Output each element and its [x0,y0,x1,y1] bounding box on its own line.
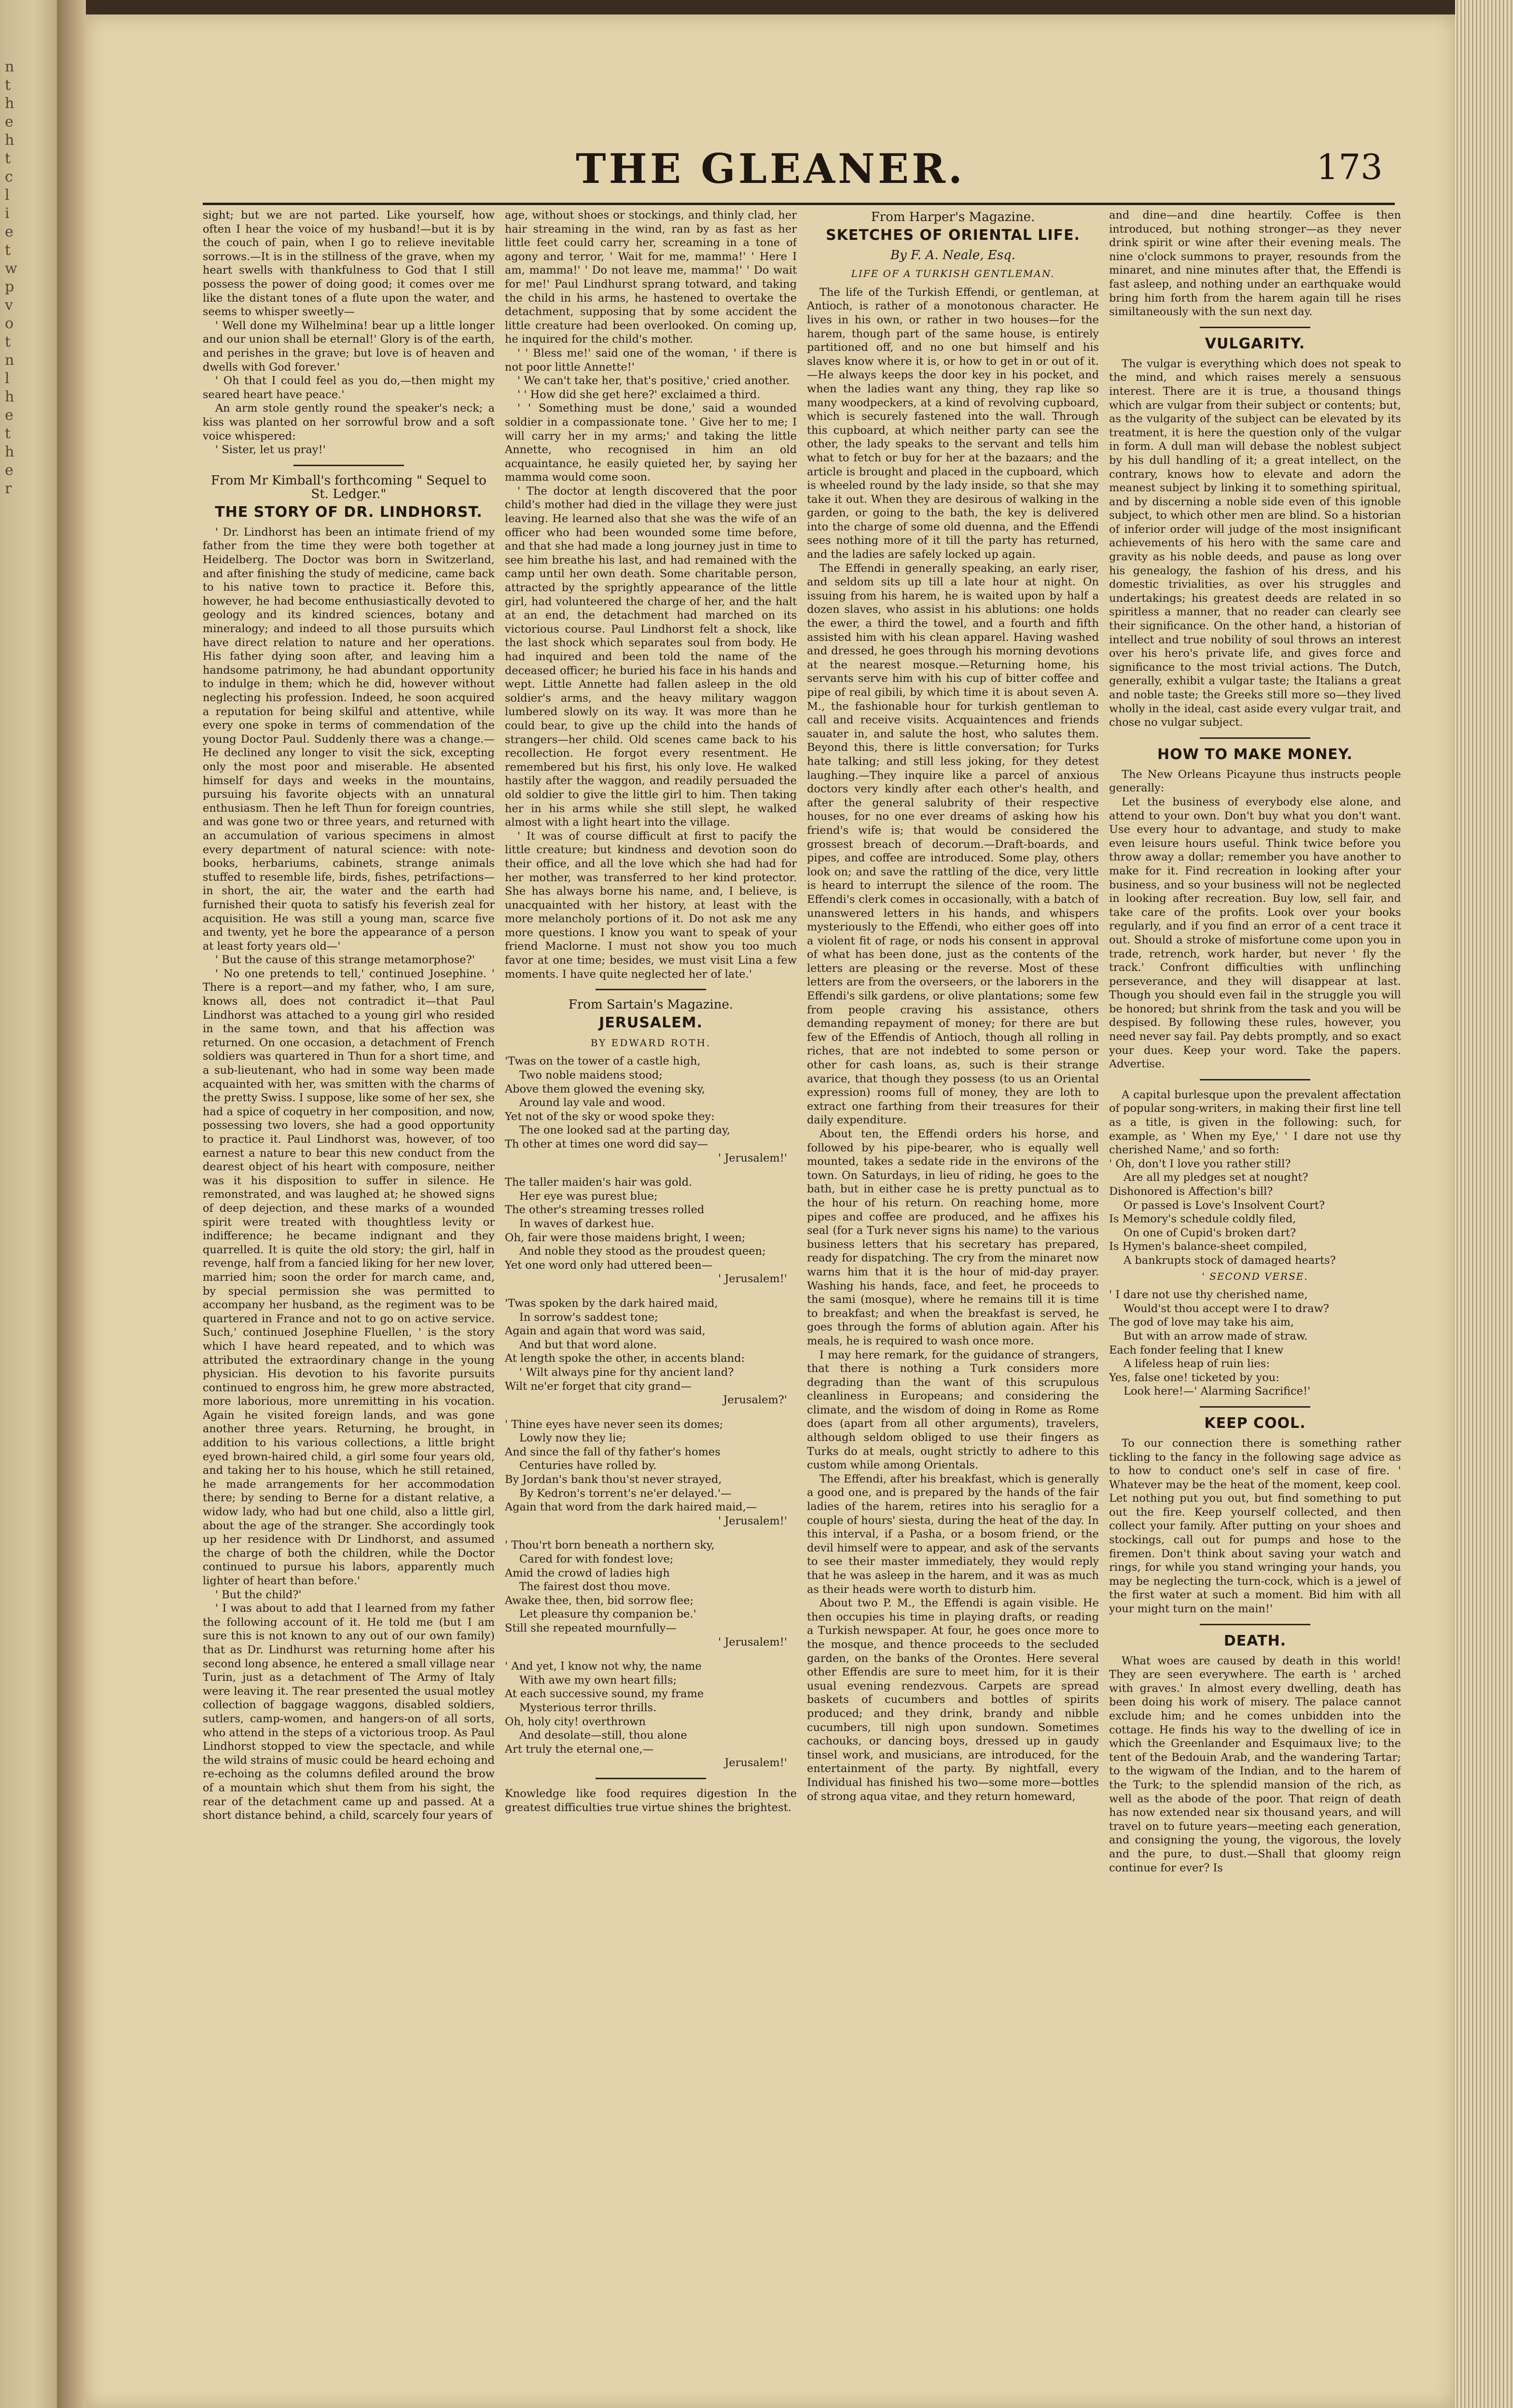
poem-line: ' And yet, I know not why, the name [505,1660,702,1673]
paragraph: ' The doctor at length discovered that the poor child's mother had died in the village they were just leaving. He learned also that she was the wife of an officer who had been wounded some time before, and that she had made a long journey just in time to see him breathe his last, and had remained with the camp until her own death. Some charitable person, attracted by the sprightly appearance of the little girl, had volunteered the charge of her, and the halt at an end, the detachment had marched on its victorious course. Paul Lindhorst felt a shock, like the last shock which separates soul from body. He had inquired and been told the name of the deceased officer; he buried his face in his hands and wept. Little Annette had fallen asleep in the old soldier's arms, and the heavy military waggon lumbered slowly on its way. It was more than he could bear, to give up the child into the hands of strangers—her child. Old scenes came back to his recollection. He forgot every resentment. He remembered but his first, his only love. He walked hastily after the waggon, and readily persuaded the old soldier to give the little girl to him. Then taking her in his arms while she still slept, he walked almost with a light heart into the village. [505,484,797,829]
burlesque-verse-2 [1109,1288,1401,1398]
poem-line: The other's streaming tresses rolled [505,1204,705,1217]
article-source: From Mr Kimball's forthcoming " Sequel to St. Ledger." [211,473,486,502]
article-author: By F. A. Neale, Esq. [890,248,1015,263]
paragraph: A capital burlesque upon the prevalent affectation of popular song-writers, in making their first line tell as a title, is given in the following: such, for example, as ' When my Eye,' ' I dare not use thy cherished Name,' and so forth: [1109,1088,1401,1157]
poem-line: Cared for with fondest love; [519,1553,674,1566]
poem-line: By Jordan's bank thou'st never strayed, [505,1473,722,1486]
poem-line: Lowly now they lie; [519,1432,626,1445]
article-title: HOW TO MAKE MONEY. [1157,746,1353,763]
poem-line: Still she repeated mournfully— [505,1622,677,1634]
poem-line: The taller maiden's hair was gold. [505,1176,693,1189]
paragraph: The life of the Turkish Effendi, or gentleman, at Antioch, is rather of a monotonous character. He lives in his own, or rather in two houses—for the harem, though part of the same house, is entirely partitioned off, and no one but himself and his slaves know where it is, or how to get in or out of it.—He always keeps the door key in his pocket, and when the ladies want any thing, they rap like so many woodpeckers, at a kind of revolving cupboard, which is securely fastened into the wall. Through this cupboard, at which neither party can see the other, the lady speaks to the servant and tells him what to fetch or buy for her at the bazaars; and the article is brought and placed in the cupboard, which is wheeled round by the lady inside, so that she may take it out. When they are desirous of walking in the garden, or going to the bath, the key is delivered into the charge of some old duenna, and the Effendi sees nothing more of it till the party has returned, and the ladies are safely locked up again. [807,286,1099,561]
page-number: 173 [1316,147,1383,187]
article-title: THE STORY OF DR. LINDHORST. [215,503,483,521]
poem-line: Centuries have rolled by. [519,1459,657,1472]
column-1 [203,208,495,2390]
verse-line: A bankrupts stock of damaged hearts? [1124,1254,1336,1267]
paragraph: ' No one pretends to tell,' continued Josephine. ' There is a report—and my father, who, I am sure, knows all, does not contradict it—that Paul Lindhorst was attached to a young girl who resided in the same town, and that his affection was returned. On one occasion, a detachment of French soldiers was quartered in Thun for a short time, and a sub-lieutenant, who had in some way been made acquainted with her, was smitten with the charms of the pretty Swiss. I suppose, like some of her sex, she had a spice of coquetry in her composition, and now, possessing two lovers, she had a good opportunity to practice it. Paul Lindhorst was, however, of too earnest a nature to bear this new conduct from the dearest object of his heart with composure, neither was it his disposition to suffer in silence. He remonstrated, and was laughed at; he showed signs of deep dejection, and these marks of a wounded spirit were treated with thoughtless levity or indifference; he became indignant and they quarrelled. It is quite the old story; the girl, half in revenge, half from a fancied liking for her new lover, married him; soon the order for march came, and, by special permission she was permitted to accompany her husband, as the regiment was to be quartered in France and not to go on active service. Such,' continued Josephine Fluellen, ' is the story which I have heard repeated, and to which was attributed the extraordinary change in the young physician. His devotion to his favorite pursuits continued to engross him, he grew more abstracted, more laborious, more unremitting in his vocation. Again he visited foreign lands, and was gone another three years. Returning, he brought, in addition to his various collections, a little bright eyed brown-haired child, a girl some four years old, and taking her to his house, which he still retained, he made arrangements for her accommodation there; by sending to Berne for a distant relative, a widow lady, who had but one child, also a little girl, about the age of the stranger. She accordingly took up her residence with Dr Lindhorst, and assumed the charge of both the children, while the Doctor continued to pursue his labors, apparently much lighter of heart than before.' [203,967,495,1587]
section-divider [1200,737,1311,739]
verse-line: The god of love may take his aim, [1109,1316,1294,1329]
poem-line: The fairest dost thou move. [519,1580,671,1593]
article-subhead: LIFE OF A TURKISH GENTLEMAN. [851,268,1055,280]
poem-line: And since the fall of thy father's homes [505,1445,721,1458]
paragraph: About ten, the Effendi orders his horse, and followed by his pipe-bearer, who is equally well mounted, takes a sedate ride in the environs of the town. On Saturdays, in lieu of riding, he goes to the bath, but in either case he is pretty punctual as to the hour of his return. On reaching home, more pipes and coffee are produced, and he affixes his seal (for a Turk never signs his name) to the various business letters that his secretary has prepared, ready for dispatching. The cry from the minaret now warns him that it is the hour of mid-day prayer. Washing his hands, face, and feet, he proceeds to the sami (mosque), where he remains till it is time to breakfast; and when the breakfast is served, he goes through the forms of ablution again. After his meals, he is required to wash once more. [807,1128,1099,1347]
section-divider [596,1778,707,1779]
poem-line: ' Jerusalem!' [718,1635,787,1648]
poem-line: Jerusalem!' [724,1757,787,1770]
paragraph: The Effendi, after his breakfast, which is generally a good one, and is prepared by the hands of the fair ladies of the harem, retires into his seraglio for a couple of hours' siesta, during the heat of the day. In this interval, if a Pasha, or a bosom friend, or the devil himself were to appear, and ask of the servants to see their master immediately, they would reply that he was asleep in the harem, and it was as much as their heads were worth to disturb him. [807,1472,1099,1596]
paragraph: The New Orleans Picayune thus instructs people generally: [1109,768,1401,795]
poem-line: Oh, fair were those maidens bright, I ween; [505,1231,746,1244]
paragraph: ' Well done my Wilhelmina! bear up a little longer and our union shall be eternal!' Glory is of the earth, and perishes in the grave; but love is of heaven and dwells with God forever.' [203,319,495,374]
poem-line: Yet one word only had uttered been— [505,1259,713,1272]
verse-line: ' Oh, don't I love you rather still? [1109,1157,1291,1170]
section-divider [1200,1079,1311,1080]
stanza-gap [505,1407,797,1418]
poem-line: And desolate—still, thou alone [519,1729,687,1742]
stanza-gap [505,1286,797,1297]
verse-line: Is Hymen's balance-sheet compiled, [1109,1240,1307,1253]
verse-line: But with an arrow made of straw. [1124,1329,1308,1342]
poem-line: Mysterious terror thrills. [519,1701,657,1714]
poem-line: Let pleasure thy companion be.' [519,1608,696,1621]
header-rule [203,203,1395,205]
paragraph: About two P. M., the Effendi is again visible. He then occupies his time in playing drafts, or reading a Turkish newspaper. At four, he goes once more to the mosque, and thence proceeds to the secluded garden, on the banks of the Orontes. Here several other Effendis are sure to meet him, for it is their usual evening rendezvous. Carpets are spread baskets of cucumbers and bottles of spirits produced; and they drink, brandy and nibble cucumbers, till nigh upon sundown. Sometimes cachouks, or dancing boys, dressed up in gaudy tinsel work, and musicians, are introduced, for the entertainment of the party. By nightfall, every Individual has finished his two—some more—bottles of strong aqua vitae, and they return homeward, [807,1597,1099,1803]
paragraph: ' We can't take her, that's positive,' cried another. [517,374,790,387]
poem-line: Th other at times one word did say— [505,1138,708,1150]
poem-line: Again that word from the dark haired maid,— [505,1501,757,1514]
section-divider [1200,327,1311,328]
verse-line: Is Memory's schedule coldly filed, [1109,1213,1296,1226]
paragraph: The Effendi in generally speaking, an early riser, and seldom sits up till a late hour at night. On issuing from his harem, he is waited upon by half a dozen slaves, who assist in his ablutions: one holds the ewer, a third the towel, and a fourth and fifth assisted him with his clean apparel. Having washed and dressed, he goes through his morning devotions at the nearest mosque.—Returning home, his servants serve him with his cup of bitter coffee and pipe of real gibili, by which time it is about seven A. M., the fashionable hour for turkish gentleman to call and receive visits. Acquaintences and friends sauater in, and salute the host, who salutes them. Beyond this, there is little conversation; for Turks hate talking; and still less joking, for they detest laughing.—They inquire like a parcel of anxious doctors very kindly after each other's health, and after the general salubrity of their respective houses, for no one ever dreams of asking how his friend's wife is; that would be considered the grossest breach of decorum.—Draft-boards, and pipes, and coffee are introduced. Some play, others look on; and save the rattling of the dice, very little is heard to interrupt the silence of the room. The Effendi's clerk comes in occasionally, with a batch of unanswered letters in his hands, and whispers mysteriously to the Effendi, who either goes off into a violent fit of rage, or nods his consent in approval of what has been done, just as the contents of the letters are pleasing or the reverse. Most of these letters are from the overseers, or the laborers in the Effendi's silk gardens, or olive plantations; some few from people craving his assistance, others demanding repayment of money; for there are but few of the Effendis of Antioch, though all rolling in riches, that are not indebted to some person or other for cash loans, as, such is their strange avarice, that though they possess (to us an Oriental expression) rooms full of money, they are loth to extract one farthing from their treasures for their daily expenditure. [807,562,1099,1127]
verse-line: A lifeless heap of ruin lies: [1124,1357,1270,1370]
poem-line: Again and again that word was said, [505,1325,706,1338]
verse-line: Yes, false one! ticketed by you: [1109,1371,1279,1384]
paragraph: ' But the child?' [215,1588,302,1601]
column-4 [1109,208,1401,2390]
paragraph: I may here remark, for the guidance of strangers, that there is nothing a Turk considers more degrading than the want of this scrupulous cleanliness in Europeans; and considering the climate, and the wisdom of doing in Rome as Rome does (apart from all other arguments), travelers, although seldom obliged to use their fingers as Turks do at meals, ought strictly to adhere to this custom while among Orientals. [807,1348,1099,1472]
article-source: From Harper's Magazine. [871,210,1035,224]
column-2 [505,208,797,2390]
poem-line: At length spoke the other, in accents bland: [505,1352,745,1365]
paragraph: ' ' Something must be done,' said a wounded soldier in a compassionate tone. ' Give her to me; I will carry her in my arms;' and taking the little Annette, who recognised in him an old acquaintance, he easily quieted her, by saying her mamma would come soon. [505,402,797,484]
poem-line: ' Jerusalem!' [718,1273,787,1286]
poem-line: Two noble maidens stood; [519,1069,663,1082]
poem-line: By Kedron's torrent's ne'er delayed.'— [519,1487,732,1500]
verse-line: Each fonder feeling that I knew [1109,1343,1284,1356]
poem-line: In waves of darkest hue. [519,1217,654,1230]
section-divider [293,465,404,466]
paragraph: ' But the cause of this strange metamorphose?' [215,954,475,967]
poem-line: ' Jerusalem!' [718,1514,787,1527]
paragraph: ' ' How did she get here?' exclaimed a third. [517,388,761,401]
section-divider [1200,1624,1311,1625]
poem-line: ' Thou'rt born beneath a northern sky, [505,1539,715,1552]
paragraph: ' Oh that I could feel as you do,—then might my seared heart have peace.' [203,374,495,401]
poem-title: JERUSALEM. [599,1014,703,1031]
paragraph: To our connection there is something rather tickling to the fancy in the following sage advice as to how to conduct one's self in case of fire. ' Whatever may be the heat of the moment, keep cool. Let nothing put you out, but find something to put out the fire. Keep yourself collected, and then collect your family. After putting on your shoes and stockings, call out for pumps and hose to the firemen. Don't think about saving your watch and rings, for while you stand wringing your hands, you may be neglecting the turn-cock, which is a jewel of the first water at such a moment. Bid him with all your might turn on the main!' [1109,1437,1401,1616]
verse-line: Look here!—' Alarming Sacrifice!' [1124,1385,1311,1398]
poem-line: Above them glowed the evening sky, [505,1082,706,1095]
paragraph: ' It was of course difficult at first to pacify the little creature; but kindness and devotion soon do their office, and all the love which she had had for her mother, was transferred to her kind protector. She has always borne his name, and, I believe, is unacquainted with her history, at least with the more melancholy portions of it. Do not ask me any more questions. I know you want to speak of your friend Maclorne. I must not show you too much favor at one time; besides, we must visit Lina a few moments. I have quite neglected her of late.' [505,830,797,981]
poem-line: In sorrow's saddest tone; [519,1311,658,1324]
paragraph: sight; but we are not parted. Like yourself, how often I hear the voice of my husband!—but it is by the couch of pain, when I go to relieve inevitable sorrows.—It is in the stillness of the grave, when my heart swells with thankfulness to God that I still possess the power of doing good; it comes over me like the distant tones of a flute upon the water, and seems to whisper sweetly— [203,209,495,318]
stanza-gap [505,1649,797,1660]
poem-line: And but that word alone. [519,1338,657,1351]
poem-line: Wilt ne'er forget that city grand— [505,1380,692,1393]
poem-line: With awe my own heart fills; [519,1674,677,1687]
verse-label: ' SECOND VERSE. [1202,1270,1308,1282]
poem-line: Amid the crowd of ladies high [505,1566,670,1579]
poem-line: 'Twas on the tower of a castle high, [505,1055,701,1068]
poem-line: Oh, holy city! overthrown [505,1715,646,1728]
paragraph: age, without shoes or stockings, and thinly clad, her hair streaming in the wind, ran by as fast as her little feet could carry her, screaming in a tone of agony and terror, ' Wait for me, mamma!' ' Here I am, mamma!' ' Do not leave me, mamma!' ' Do wait for me!' Paul Lindhurst sprang totward, and taking the child in his arms, he hastened to overtake the detachment, supposing that by some accident the little creature had been overlooked. On coming up, he inquired for the child's mother. [505,209,797,346]
poem-line: At each successive sound, my frame [505,1688,704,1701]
paragraph: The vulgar is everything which does not speak to the mind, and which raises merely a sensuous interest. There are it is true, a thousand things which are vulgar from their subject or contents; but, as the vulgarity of the subject can be elevated by its treatment, it is here the question only of the vulgar in form. A dull man will debase the noblest subject by his dull handling of it; a great intellect, on the contrary, knows how to elevate and adorn the meanest subject by linking it to something spiritual, and by discerning a noble side even of this ignoble subject, to which other men are blind. So a historian of inferior order will judge of the most insignificant achievements of his hero with the same care and gravity as his noble deeds, and pause as long over his genealogy, the fashion of his dress, and his domestic trivialities, as over his struggles and undertakings; his greatest deeds are related in so spiritless a manner, that no reader can clearly see their significance. On the other hand, a historian of intellect and true nobility of soul throws an interest over his hero's private life, and gives force and significance to the most trivial actions. The Dutch, generally, exhibit a vulgar taste; the Italians a great and noble taste; the Greeks still more so—they lived wholly in the ideal, cast aside every vulgar trait, and chose no vulgar subject. [1109,357,1401,729]
masthead-title: THE GLEANER. [576,145,965,193]
poem-line: And noble they stood as the proudest queen; [519,1245,766,1258]
article-source: From Sartain's Magazine. [568,997,734,1012]
article-title: SKETCHES OF ORIENTAL LIFE. [826,226,1080,244]
verse-line: On one of Cupid's broken dart? [1124,1226,1296,1239]
poem-author: BY EDWARD ROTH. [590,1037,711,1049]
paragraph: and dine—and dine heartily. Coffee is then introduced, but nothing stronger—as they never drink spirit or wine after their evening meals. The nine o'clock summons to prayer, resounds from the minaret, and nine minutes after that, the Effendi is fast asleep, and nothing under an earthquake would bring him forth from the harem again till he rises similtaneously with the sun next day. [1109,209,1401,318]
column-3 [807,208,1099,2390]
poem-line: Her eye was purest blue; [519,1190,658,1203]
paragraph: ' I was about to add that I learned from my father the following account of it. He told me (but I am sure this is not known to any out of our own family) that as Dr. Lindhurst was returning home after his second long absence, he entered a small village near Turin, just as a detachment of The Army of Italy were leaving it. The rear presented the usual motley collection of baggage waggons, disabled soldiers, sutlers, camp-women, and hangers-on of all sorts, who attend in the steps of a victorious troop. As Paul Lindhorst stopped to view the spectacle, and while the wild strains of music could be heard echoing and re-echoing as the columns defiled around the brow of a mountain which shut them from his sight, the rear of the detachment came up and passed. At a short distance behind, a child, scarcely four years of [203,1602,495,1822]
poem-line: ' Jerusalem!' [718,1151,787,1164]
burlesque-verse-1 [1109,1157,1401,1268]
poem-line: The one looked sad at the parting day, [519,1124,730,1137]
poem-line: Yet not of the sky or wood spoke they: [505,1110,715,1123]
poem-line: Art truly the eternal one,— [505,1743,654,1756]
poem-line: Jerusalem?' [723,1394,787,1407]
paragraph: ' ' Bless me!' said one of the woman, ' if there is not poor little Annette!' [505,346,797,374]
verse-line: ' I dare not use thy cherished name, [1109,1288,1308,1301]
article-title: DEATH. [1223,1632,1287,1649]
verse-line: Or passed is Love's Insolvent Court? [1124,1199,1325,1212]
paragraph: What woes are caused by death in this world! They are seen everywhere. The earth is ' arched with graves.' In almost every dwelling, death has been doing his work of misery. The palace cannot exclude him; and he comes unbidden into the cottage. He finds his way to the dwelling of ice in which the Greenlander and Esquimaux live; to the tent of the Bedouin Arab, and the wandering Tartar; to the wigwam of the Indian, and to the harem of the Turk; to the splendid mansion of the rich, as well as the abode of the poor. That reign of death has now extended near six thousand years, and will travel on to future years—meeting each generation, and consigning the young, the vigorous, the lovely and the pure, to dust.—Shall that gloomy reign continue for ever? Is [1109,1654,1401,1874]
poem-line: Around lay vale and wood. [519,1096,666,1109]
verse-line: Dishonored is Affection's bill? [1109,1185,1273,1198]
section-divider [596,989,707,990]
page-edges [1455,0,1513,2408]
poem-line: 'Twas spoken by the dark haired maid, [505,1297,718,1310]
stanza-gap [505,1165,797,1176]
paragraph: ' Sister, let us pray!' [215,443,326,457]
poem-line: Awake thee, then, bid sorrow flee; [505,1594,694,1607]
verse-line: Would'st thou accept were I to draw? [1124,1302,1329,1315]
poem-line: ' Wilt always pine for thy ancient land? [519,1366,734,1379]
page-header [86,145,1455,203]
paragraph: An arm stole gently round the speaker's neck; a kiss was planted on her sorrowful brow and a soft voice whispered: [203,402,495,443]
verse-line: Are all my pledges set at nought? [1124,1171,1308,1184]
left-page-letters: n t h e h t c l i e t w p v o t n l h e t h e r [5,58,17,497]
left-page-fragment [0,0,57,2408]
poem-body [505,1054,797,1770]
paragraph: Let the business of everybody else alone, and attend to your own. Don't buy what you don't want. Use every hour to advantage, and study to make even leisure hours useful. Think twice before you throw away a dollar; remember you have another to make for it. Find recreation in looking after your business, and so your business will not be neglected in looking after recreation. Buy low, sell fair, and take care of the profits. Look over your books regularly, and if you find an error of a cent trace it out. Should a stroke of misfortune come upon you in trade, retrench, work harder, but never ' fly the track.' Confront difficulties with unflinching perseverance, and they will disappear at last. Though you should even fail in the struggle you will be honored; but shrink from the task and you will be despised. By following these rules, however, you need never say fail. Pay debts promptly, and so exact your dues. Keep your word. Take the papers. Advertise. [1109,795,1401,1071]
stanza-gap [505,1528,797,1538]
article-title: VULGARITY. [1205,335,1305,352]
section-divider [1200,1406,1311,1408]
poem-line: ' Thine eyes have never seen its domes; [505,1418,723,1431]
book-gutter [57,0,86,2408]
closing-maxim: Knowledge like food requires digestion In the greatest difficulties true virtue shines the brightest. [505,1787,797,1814]
article-title: KEEP COOL. [1204,1414,1306,1432]
paragraph: ' Dr. Lindhorst has been an intimate friend of my father from the time they were both together at Heidelberg. The Doctor was born in Switzerland, and after finishing the study of medicine, came back to his native town to practice it. Before this, however, he had become enthusiastically devoted to geology and its kindred sciences, botany and mineralogy; and indeed to all those pursuits which have direct relation to nature and her operations. His father dying soon after, and leaving him a handsome patrimony, he had abundant opportunity to indulge in them; which he did, however without neglecting his profession. Indeed, he soon acquired a reputation for being skilful and attentive, while every one spoke in terms of commendation of the young Doctor Paul. Suddenly there was a change.—He declined any longer to visit the sick, excepting only the most poor and miserable. He absented himself for days and weeks in the mountains, pursuing his favorite objects with an unnatural enthusiasm. Then he left Thun for foreign countries, and was gone two or three years, and returned with an accumulation of various specimens in almost every department of natural science: with note-books, herbariums, cabinets, strange animals stuffed to resemble life, birds, fishes, petrifactions—in short, the air, the water and the earth had furnished their quota to satisfy his feverish zeal for acquisition. He was still a young man, scarce five and twenty, yet he bore the appearance of a person at least forty years old—' [203,526,495,953]
